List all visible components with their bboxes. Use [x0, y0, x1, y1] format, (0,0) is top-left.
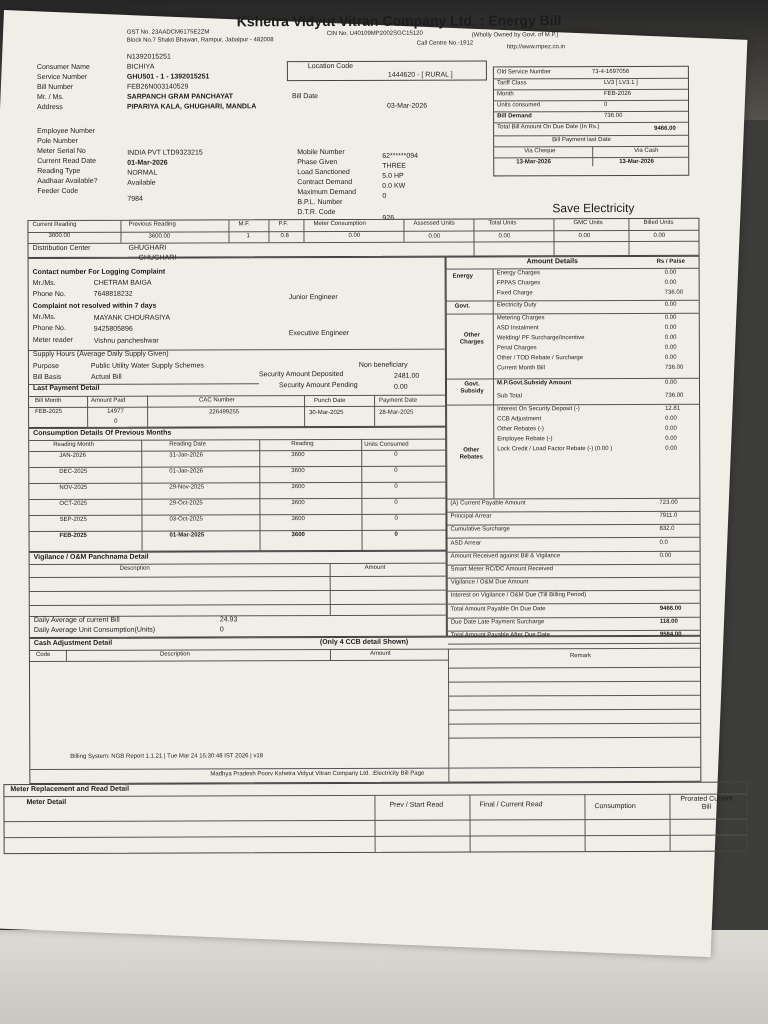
employee-number-label: Employee Number	[37, 127, 96, 136]
location-label: Location Code	[307, 62, 354, 71]
lp-payment-header: Payment Date	[379, 397, 418, 404]
distribution-center: GHUGHARI	[128, 244, 167, 252]
summary-row	[448, 618, 700, 626]
website: http://www.mpez.co.in	[506, 44, 566, 51]
vigilance-box	[29, 551, 447, 638]
lp-amount: 14977	[107, 408, 124, 415]
cash-adj-note: (Only 4 CCB detail Shown)	[319, 638, 409, 647]
row-month: OCT-2025	[59, 500, 88, 507]
consumption-history	[28, 427, 446, 552]
group-other-charges: Other Charges	[459, 332, 484, 346]
bill-number-label: Bill Number	[36, 83, 74, 92]
bill-date: 03-Mar-2026	[387, 102, 428, 110]
cash-label: Via Cash	[634, 147, 659, 154]
max-demand-label: Maximum Demand	[297, 188, 357, 197]
amount-row	[495, 425, 695, 433]
amount-label: Lock Credit / Load Factor Rebate (-) (0.00 )	[497, 446, 613, 453]
consumption-header: Consumption	[594, 802, 636, 811]
load-value: 5.0 HP	[382, 172, 404, 180]
je-name: CHETRAM BAIGA	[93, 279, 152, 287]
ee-role: Executive Engineer	[288, 329, 350, 338]
summary-value: 9584.00	[659, 631, 682, 638]
ms-label: Mr. / Ms.	[36, 93, 64, 102]
row-units: 0	[394, 531, 398, 538]
complaint-box	[28, 254, 447, 428]
mf-header: M.F.	[238, 221, 250, 228]
location-box	[287, 60, 487, 81]
row-divider	[448, 590, 700, 592]
row-date: 03-Oct-2025	[169, 516, 203, 523]
location-code: 1444620 - [ RURAL ]	[387, 71, 453, 79]
amount-row	[495, 392, 695, 400]
daily-avg-unit: 0	[219, 626, 224, 634]
bill-basis: Actual Bill	[90, 373, 122, 381]
amount-value: 0.00	[664, 324, 677, 331]
phase-value: THREE	[382, 162, 406, 170]
reading-month-header: Reading Month	[53, 441, 94, 448]
amount-label: Current Month Bill	[496, 365, 545, 372]
cash-adj-amount-header: Amount	[369, 650, 391, 657]
pole-number-label: Pole Number	[37, 137, 79, 146]
service-number: GHU501 - 1 - 1392015251	[126, 73, 210, 81]
purpose-label: Purpose	[32, 362, 60, 371]
old-service-number: 73-4-1697056	[591, 68, 630, 76]
mobile-number: 62******094	[382, 152, 419, 160]
summary-value: 118.00	[659, 618, 678, 625]
amount-label: Fixed Charge	[496, 290, 533, 297]
vigilance-desc-header: Description	[119, 565, 150, 572]
lp-amount-header: Amount Paid	[91, 397, 126, 404]
cheque-label: Via Cheque	[524, 148, 556, 155]
amount-heading: Amount Details	[526, 258, 578, 266]
billed-units-value: 0.00	[653, 232, 666, 239]
pf-header: P.F.	[278, 221, 289, 228]
summary-row	[448, 579, 700, 586]
last-payment-heading: Last Payment Detail	[32, 384, 100, 393]
amount-value: 0.00	[665, 425, 677, 432]
max-demand: 0	[382, 192, 387, 200]
consumption-row	[29, 452, 445, 467]
meter-consumption-value: 0.00	[348, 232, 361, 239]
cash-adj-code-header: Code	[35, 651, 51, 659]
amount-value: 736.00	[664, 289, 684, 296]
consumption-heading: Consumption Details Of Previous Months	[33, 429, 172, 438]
row-divider	[448, 577, 700, 579]
consumer-name: BICHIYA	[126, 63, 155, 71]
previous-reading-value: 3600.00	[148, 233, 171, 240]
lp-punch-header: Punch Date	[314, 397, 346, 405]
meter-serial: INDIA PVT LTD9323215	[127, 149, 203, 157]
row-reading: 3600	[291, 532, 305, 539]
account-number: N1392015251	[126, 53, 171, 61]
bpl-label: B.P.L. Number	[297, 198, 343, 207]
month-label: Month	[496, 91, 514, 98]
summary-label: Interest on Vigilance / O&M Due (Till Billing Period)	[450, 592, 587, 599]
amount-row	[495, 314, 695, 322]
amount-label: Penal Charges	[496, 345, 537, 352]
gmc-units-header: GMC Units	[573, 220, 603, 227]
amount-label: Other Rebates (-)	[497, 426, 544, 433]
call-centre: Call Centre No.-1912	[416, 40, 474, 47]
row-units: 0	[394, 451, 398, 458]
old-service-label: Old Service Number	[496, 69, 551, 76]
bill-basis-label: Bill Basis	[32, 373, 62, 382]
lp-punch-date: 30-Mar-2025	[309, 409, 344, 417]
amount-label: Interest On Security Deposit (-)	[497, 406, 580, 413]
group-govt: Govt.	[454, 303, 471, 310]
row-date: 31-Jan-2026	[169, 452, 203, 459]
amount-row	[495, 435, 695, 443]
amount-value: 0.00	[664, 379, 677, 386]
summary-label: Total Amount Payable On Due Date	[450, 605, 546, 613]
row-date: 29-Nov-2025	[169, 484, 205, 491]
amount-value: 0.00	[665, 415, 677, 422]
summary-row	[448, 539, 700, 547]
amount-label: CCB Adjustment	[497, 416, 542, 423]
previous-reading-header: Previous Reading	[128, 221, 176, 228]
amount-label: Sub Total	[497, 393, 522, 400]
row-date: 29-Oct-2025	[169, 500, 203, 507]
summary-row	[448, 552, 700, 560]
reading-header: Reading	[291, 441, 314, 448]
summary-row	[447, 526, 699, 533]
amount-row	[495, 301, 695, 309]
amount-value: 0.00	[664, 279, 677, 286]
supply-hours-label: Supply Hours (Average Daily Supply Given)	[32, 350, 169, 359]
lp-payment-date: 28-Mar-2025	[379, 409, 414, 416]
billing-system-info: Billing System: NGB Report 1.1.21 | Tue Mar 24 15:30:48 IST 2026 | v18	[70, 753, 264, 760]
assessed-units-value: 0.00	[428, 233, 441, 240]
meter-detail-header: Meter Detail	[26, 798, 67, 807]
summary-label: Principal Arrear	[450, 513, 492, 520]
amount-label: ASD Instalment	[496, 325, 539, 332]
bill-paper	[0, 10, 747, 957]
row-reading: 3600	[291, 468, 305, 475]
row-month: JAN-2026	[59, 452, 86, 459]
summary-label: (A) Current Payable Amount	[450, 500, 526, 507]
amount-row	[495, 269, 695, 277]
row-month: DEC-2025	[59, 468, 88, 475]
total-due-amount: 9466.00	[654, 125, 676, 132]
summary-value: 7911.0	[659, 512, 678, 520]
purpose: Public Utility Water Supply Schemes	[90, 362, 204, 370]
amount-label: Welding/ PF Surcharge/Incentive	[496, 335, 585, 342]
amount-value: 0.00	[664, 354, 677, 361]
daily-avg-unit-label: Daily Average Unit Consumption(Units)	[33, 626, 156, 635]
mf-value: 1	[246, 233, 250, 240]
je-role: Junior Engineer	[288, 293, 338, 302]
summary-label: Total Amount Payable After Due Date	[450, 632, 550, 639]
amount-label: Other / TOD Rebate / Surcharge	[496, 355, 584, 362]
dtr-label: D.T.R. Code	[297, 208, 336, 217]
tariff-box	[493, 66, 689, 177]
aadhaar-label: Aadhaar Available?	[37, 177, 98, 186]
amount-row	[495, 324, 695, 332]
amount-value: 0.00	[664, 344, 677, 351]
load-label: Load Sanctioned	[297, 168, 350, 177]
lp-extra: 0	[114, 418, 118, 425]
amount-row	[495, 289, 695, 297]
payment-last-date-label: Bill Payment last Date	[552, 137, 611, 144]
bill-title: Kshetra Vidyut Vitran Company Ltd. : Energy Bill	[236, 12, 562, 30]
amount-label: FPPAS Charges	[496, 280, 541, 287]
row-month: FEB-2025	[59, 532, 87, 539]
amount-value: 0.00	[664, 269, 677, 276]
summary-row	[448, 605, 700, 613]
prorated-header: Prorated Current Bill	[680, 795, 733, 811]
amount-row	[495, 445, 695, 453]
vigilance-amount-header: Amount	[364, 564, 386, 571]
consumption-row	[29, 484, 445, 499]
total-due-label: Total Bill Amount On Due Date (In Rs.)	[497, 124, 600, 131]
summary-label: Cumulative Surcharge	[450, 526, 510, 533]
summary-row	[448, 592, 700, 599]
bill-content	[7, 12, 746, 931]
beneficiary-status: Non beneficiary	[358, 361, 408, 369]
ee-ms-label: Mr./Ms.	[32, 313, 56, 322]
contract-label: Contract Demand	[297, 178, 353, 187]
consumer-title: SARPANCH GRAM PANCHAYAT	[126, 93, 234, 101]
feeder-code-label: Feeder Code	[37, 187, 79, 196]
summary-label: Vigilance / O&M Due Amount	[450, 579, 529, 586]
distribution-center-label: Distribution Center	[32, 244, 91, 253]
amount-row	[495, 344, 695, 352]
meter-replacement	[3, 782, 747, 855]
daily-avg-bill: 24.93	[219, 616, 238, 624]
lp-month: FEB-2025	[35, 408, 63, 416]
summary-value: 832.0	[659, 526, 675, 533]
current-read-header: Final / Current Read	[479, 801, 543, 809]
amount-row	[495, 415, 695, 423]
ownership-note: (Wholly Owned by Govt. of M.P.)	[471, 32, 559, 39]
company-footer: Madhya Pradesh Poorv Kshetra Vidyut Vitran Company Ltd. :Electricity Bill Page	[210, 770, 425, 778]
meter-reader: Vishnu pancheshwar	[93, 337, 159, 345]
amount-label: Employee Rebate (-)	[497, 436, 553, 443]
address-label: Address	[37, 103, 63, 112]
contract-value: 0.0 KW	[382, 182, 406, 190]
amount-row	[495, 354, 695, 362]
je-phone: 7648818232	[93, 290, 133, 298]
prev-read-header: Prev / Start Read	[389, 801, 444, 809]
read-date-label: Current Read Date	[37, 157, 96, 166]
reading-date-header: Reading Date	[169, 441, 206, 448]
pf-value: 0.8	[280, 233, 289, 240]
amount-label: Electricity Duty	[496, 302, 537, 309]
summary-label: Smart Meter RC/DC Amount Received	[450, 566, 554, 573]
summary-label: ASD Arrear	[450, 540, 481, 547]
row-units: 0	[394, 499, 398, 506]
amount-value: 736.00	[664, 364, 684, 371]
cash-adj-remark-header: Remark	[569, 653, 591, 660]
current-reading-header: Current Reading	[32, 221, 77, 229]
dtr-code: 926	[382, 214, 395, 222]
amount-row	[495, 364, 695, 372]
summary-row	[447, 512, 699, 520]
amount-label: M.P.Govt.Subsidy Amount	[496, 380, 572, 387]
bill-demand: 736.00	[604, 112, 623, 120]
phase-label: Phase Given	[297, 158, 338, 167]
amount-row	[495, 379, 695, 387]
bill-number: FEB26N003140529	[126, 83, 189, 91]
feeder-code: 7984	[127, 195, 143, 203]
consumption-row	[29, 500, 445, 515]
row-reading: 3600	[291, 484, 305, 491]
billed-units-header: Billed Units	[643, 219, 674, 226]
row-units: 0	[394, 515, 398, 522]
complaint-heading: Contact number For Logging Complaint	[32, 268, 166, 277]
vigilance-heading: Vigilance / O&M Panchnama Detail	[33, 553, 149, 562]
summary-value: 723.00	[659, 499, 678, 506]
meter-reader-label: Meter reader	[32, 336, 73, 345]
consumption-row	[30, 532, 446, 547]
units-consumed-label: Units consumed	[497, 102, 541, 109]
cash-adjustment	[29, 636, 702, 784]
amount-value: 12.81	[665, 405, 681, 412]
amount-row	[495, 279, 695, 287]
reading-type: NORMAL	[127, 169, 158, 177]
amount-row	[495, 334, 695, 342]
lp-month-header: Bill Month	[35, 397, 62, 405]
current-reading-value: 3600.00	[48, 232, 71, 239]
summary-row	[448, 631, 700, 639]
company-address: Block No.7 Shakti Bhawan, Rampur, Jabalpur - 482008	[126, 37, 274, 44]
cash-adj-desc-header: Description	[159, 651, 190, 658]
group-energy: Energy	[452, 273, 473, 280]
summary-value: 0.0	[659, 539, 668, 546]
bill-month: FEB-2026	[603, 90, 632, 98]
cash-date: 13-Mar-2026	[619, 158, 654, 165]
security-deposited-label: Security Amount Deposited	[258, 370, 344, 379]
summary-label: Amount Received against Bill & Vigilance	[450, 553, 561, 560]
amount-value: 0.00	[665, 445, 677, 452]
cheque-date: 13-Mar-2026	[516, 159, 551, 166]
units-consumed-header: Units Consumed	[364, 441, 409, 448]
reading-type-label: Reading Type	[37, 167, 81, 176]
amount-value: 0.00	[665, 435, 677, 442]
je-ms-label: Mr./Ms.	[32, 279, 56, 288]
meter-replacement-heading: Meter Replacement and Read Detail	[10, 785, 130, 794]
tariff-class: LV3 [ LV3.1 ]	[603, 79, 638, 87]
bill-date-label: Bill Date	[291, 93, 319, 101]
distribution-center-2: GHUGHARI	[138, 254, 177, 262]
summary-value: 9466.00	[659, 605, 682, 612]
consumer-address: PIPARIYA KALA, GHUGHARI, MANDLA	[127, 103, 257, 111]
cin-number: CIN No. U40109MP2002SGC15120	[326, 30, 423, 38]
aadhaar-status: Available	[127, 179, 156, 187]
row-reading: 3600	[291, 452, 305, 459]
row-reading: 3600	[291, 500, 305, 507]
summary-row	[447, 499, 699, 507]
bill-demand-label: Bill Demand	[497, 113, 532, 120]
group-govt-subsidy: Govt. Subsidy	[460, 381, 484, 395]
amount-unit: Rs / Paise	[656, 258, 685, 265]
amount-value: 0.00	[664, 301, 677, 308]
je-phone-label: Phone No.	[32, 290, 66, 299]
consumption-row	[29, 468, 445, 483]
summary-value: 0.00	[659, 552, 672, 559]
cash-adj-heading: Cash Adjustment Detail	[33, 639, 113, 648]
service-number-label: Service Number	[36, 73, 88, 82]
escalation-note: Complaint not resolved within 7 days	[32, 302, 157, 311]
group-other-rebates: Other Rebates	[459, 447, 483, 461]
amount-label: Metering Charges	[496, 315, 545, 322]
amount-label: Energy Charges	[496, 270, 540, 277]
total-units-header: Total Units	[488, 220, 517, 227]
security-pending: 0.00	[393, 383, 408, 391]
tariff-class-label: Tariff Class	[496, 80, 527, 87]
lp-cac: 226499255	[209, 409, 240, 416]
summary-row	[448, 566, 700, 573]
assessed-units-header: Assessed Units	[413, 220, 455, 227]
ee-phone-label: Phone No.	[32, 324, 66, 333]
save-electricity-slogan: Save Electricity	[552, 200, 635, 216]
units-consumed: 0	[604, 102, 608, 109]
read-date: 01-Mar-2026	[127, 159, 168, 167]
ee-phone: 9425805896	[93, 325, 133, 333]
consumption-row	[29, 516, 445, 531]
amount-value: 736.00	[665, 392, 684, 399]
consumer-name-label: Consumer Name	[36, 63, 90, 72]
gmc-units-value: 0.00	[578, 233, 591, 240]
meter-consumption-header: Meter Consumption	[313, 220, 366, 228]
security-pending-label: Security Amount Pending	[278, 381, 358, 390]
row-date: 01-Mar-2025	[169, 532, 205, 539]
row-divider	[448, 564, 700, 566]
amount-value: 0.00	[664, 334, 677, 341]
ee-name: MAYANK CHOURASIYA	[93, 314, 171, 322]
row-units: 0	[394, 483, 398, 490]
row-month: NOV-2025	[59, 484, 88, 491]
total-units-value: 0.00	[498, 233, 511, 240]
amount-details	[446, 256, 701, 637]
gst-number: GST No. 23AADCM6175E2ZM	[126, 29, 210, 36]
row-month: SEP-2025	[59, 516, 87, 523]
daily-avg-bill-label: Daily Average of current Bill	[33, 616, 120, 625]
mobile-label: Mobile Number	[297, 148, 345, 157]
amount-row	[495, 405, 695, 413]
summary-label: Due Date Late Payment Surcharge	[450, 619, 545, 626]
row-reading: 3600	[291, 516, 305, 523]
amount-value: 0.00	[664, 314, 677, 321]
row-units: 0	[394, 467, 398, 474]
lp-cac-header: CAC Number	[199, 397, 235, 404]
row-date: 01-Jan-2026	[169, 468, 204, 475]
meter-serial-label: Meter Serial No	[37, 147, 86, 156]
security-deposited: 2481.00	[393, 372, 420, 380]
